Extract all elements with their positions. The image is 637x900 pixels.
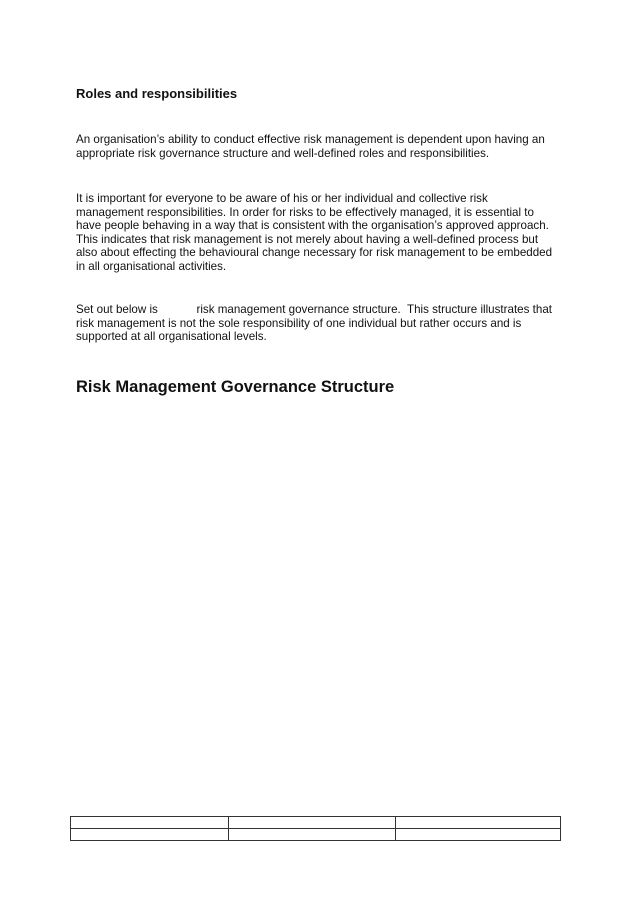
paragraph-line: Set out below is risk management governance structure. This structure illustrates that [76, 303, 552, 316]
paragraph-governance [76, 133, 576, 160]
footer-table [70, 816, 561, 841]
paragraph-line: also about effecting the behavioural change necessary for risk management to be embedded [76, 246, 553, 260]
table-cell [71, 829, 229, 841]
paragraph-line: have people behaving in a way that is consistent with the organisation’s approved approach. [76, 219, 549, 233]
paragraph-line: This indicates that risk management is not merely about having a well-defined process but [76, 232, 539, 246]
paragraph-line: appropriate risk governance structure and well-defined roles and responsibilities. [76, 146, 490, 160]
table-cell [71, 817, 229, 829]
paragraph-line: risk management is not the sole responsibility of one individual but rather occurs and is [76, 316, 522, 330]
paragraph-structure-intro [76, 303, 576, 344]
table-cell [229, 829, 396, 841]
paragraph-line: supported at all organisational levels. [76, 330, 267, 344]
table-cell [229, 817, 396, 829]
paragraph-responsibilities [76, 192, 576, 274]
table-row [71, 829, 561, 841]
table-cell [396, 829, 561, 841]
paragraph-line: It is important for everyone to be aware of his or her individual and collective risk [76, 192, 488, 205]
table-cell [396, 817, 561, 829]
structure-title: Risk Management Governance Structure [76, 378, 395, 396]
paragraph-line: in all organisational activities. [76, 259, 227, 273]
paragraph-line: An organisation’s ability to conduct effective risk management is dependent upon having an [76, 133, 545, 146]
table-row [71, 817, 561, 829]
paragraph-line: management responsibilities. In order for risks to be effectively managed, it is essential to [76, 205, 534, 219]
section-title: Roles and responsibilities [76, 86, 238, 101]
